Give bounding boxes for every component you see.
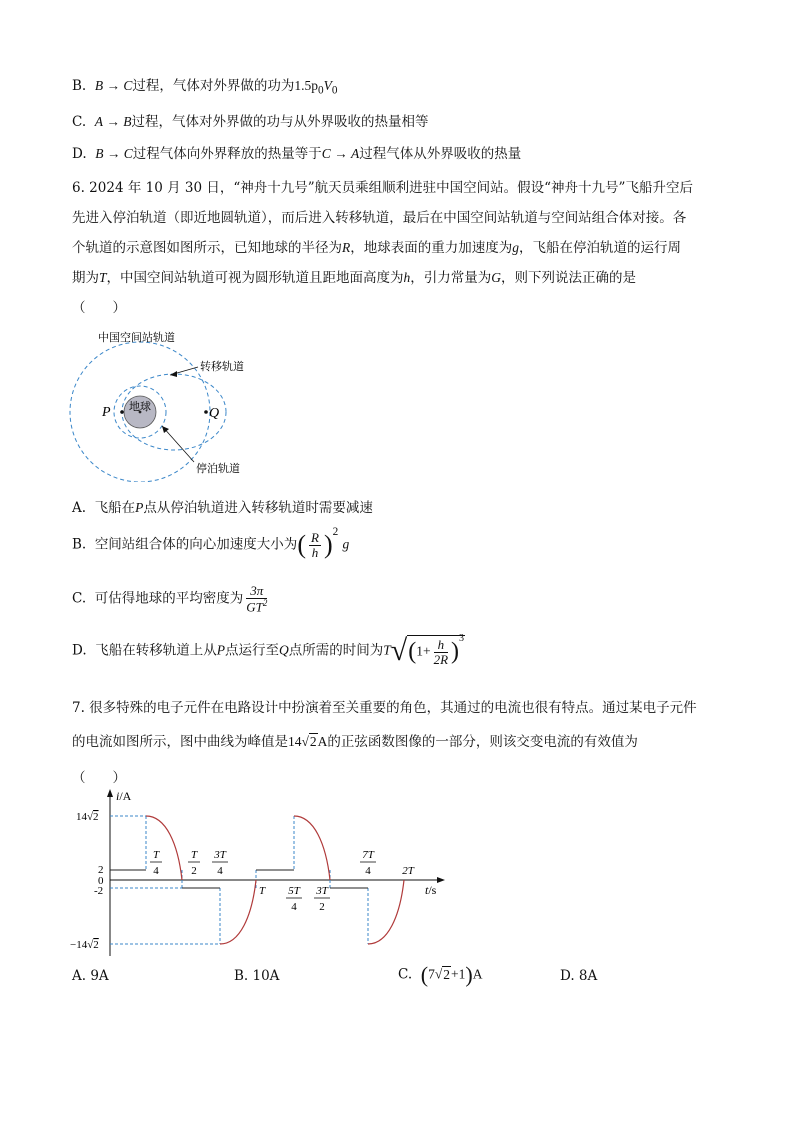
q6-answer-bracket: （ ）	[72, 300, 126, 316]
y-tick-minus14root2: −14√2	[70, 939, 99, 951]
curve-4	[368, 880, 404, 944]
point-p-label: P	[102, 405, 111, 420]
q5-option-d: D. B → C过程气体向外界释放的热量等于C → A过程气体从外界吸收的热量	[72, 146, 522, 162]
y-tick-14root2: 14√2	[76, 811, 99, 823]
point-q-label: Q	[209, 406, 220, 421]
y-tick-0: 0	[98, 875, 104, 887]
x-tick-T2-den: 2	[191, 865, 197, 877]
parking-orbit-label: 停泊轨道	[196, 462, 240, 475]
x-tick-2T: 2T	[402, 865, 414, 877]
x-tick-5T4-num: 5T	[288, 885, 300, 897]
curve-1	[146, 816, 182, 880]
x-tick-7T4-num: 7T	[362, 849, 374, 861]
station-orbit-label: 中国空间站轨道	[98, 331, 175, 344]
x-tick-T4-den: 4	[153, 865, 159, 877]
x-tick-3T4-den: 4	[217, 865, 223, 877]
y-tick-minus2: -2	[94, 885, 104, 897]
q6-line3: 个轨道的示意图如图所示，已知地球的半径为R，地球表面的重力加速度为g，飞船在停泊轨道的运行周	[72, 240, 681, 256]
q6-option-b: B. 空间站组合体的向心加速度大小为( $\frac{R}{h}$ )$^2$ g	[72, 526, 350, 560]
curve-3	[294, 816, 330, 880]
q6-line4: 期为T，中国空间站轨道可视为圆形轨道且距地面高度为h，引力常量为G，则下列说法正确的是	[72, 270, 637, 286]
q7-option-d: D. 8A	[560, 968, 598, 984]
q6-line2: 先进入停泊轨道（即近地圆轨道），而后进入转移轨道，最后在中国空间站轨道与空间站组合体对接。各	[72, 210, 687, 226]
q6-option-c: C. 可估得地球的平均密度为 $\frac{3\pi}{GT^2}$	[72, 583, 268, 614]
x-tick-5T4-den: 4	[291, 901, 297, 913]
q6-option-d: D. 飞船在转移轨道上从P点运行至Q点所需的时间为T√(1+ $\frac{h}{2R}$ )$^3$	[72, 632, 465, 667]
q6-line1: 6. 2024 年 10 月 30 日，“神舟十九号”航天员乘组顺利进驻中国空间站。假设“神舟十九号”飞船升空后	[72, 180, 693, 196]
x-tick-T4-num: T	[152, 849, 160, 861]
x-tick-3T2-num: 3T	[316, 885, 328, 897]
x-tick-T: T	[258, 885, 266, 897]
y-tick-2: 2	[98, 864, 104, 876]
earth-label: 地球	[129, 400, 151, 413]
x-tick-T2-num: T	[190, 849, 198, 861]
current-waveform-chart	[70, 784, 450, 960]
orbit-diagram	[60, 322, 260, 482]
q7-option-b: B. 10A	[234, 968, 280, 984]
transfer-orbit-label: 转移轨道	[200, 360, 244, 373]
q6-option-a: A. 飞船在P点从停泊轨道进入转移轨道时需要减速	[72, 500, 373, 516]
curve-2	[220, 880, 256, 944]
q7-option-a: A. 9A	[72, 968, 109, 984]
q7-answer-bracket: （ ）	[72, 770, 126, 786]
x-tick-3T2-den: 2	[319, 901, 325, 913]
x-axis-label: t/s	[425, 883, 437, 897]
q5-option-c: C. A → B过程，气体对外界做的功与从外界吸收的热量相等	[72, 114, 429, 130]
q7-line1: 7. 很多特殊的电子元件在电路设计中扮演着至关重要的角色，其通过的电流也很有特点。通过某电子元件	[72, 700, 697, 716]
q7-line2: 的电流如图所示，图中曲线为峰值是14√2A的正弦函数图像的一部分，则该交变电流的有效值为	[72, 734, 638, 750]
x-tick-7T4-den: 4	[365, 865, 371, 877]
y-axis-label: i/A	[116, 789, 132, 803]
x-tick-3T4-num: 3T	[214, 849, 226, 861]
q7-option-c: C. (7√2+1)A	[398, 962, 483, 987]
q5-option-b: B. B → C过程，气体对外界做的功为$1.5p_0V_0$	[72, 78, 338, 97]
